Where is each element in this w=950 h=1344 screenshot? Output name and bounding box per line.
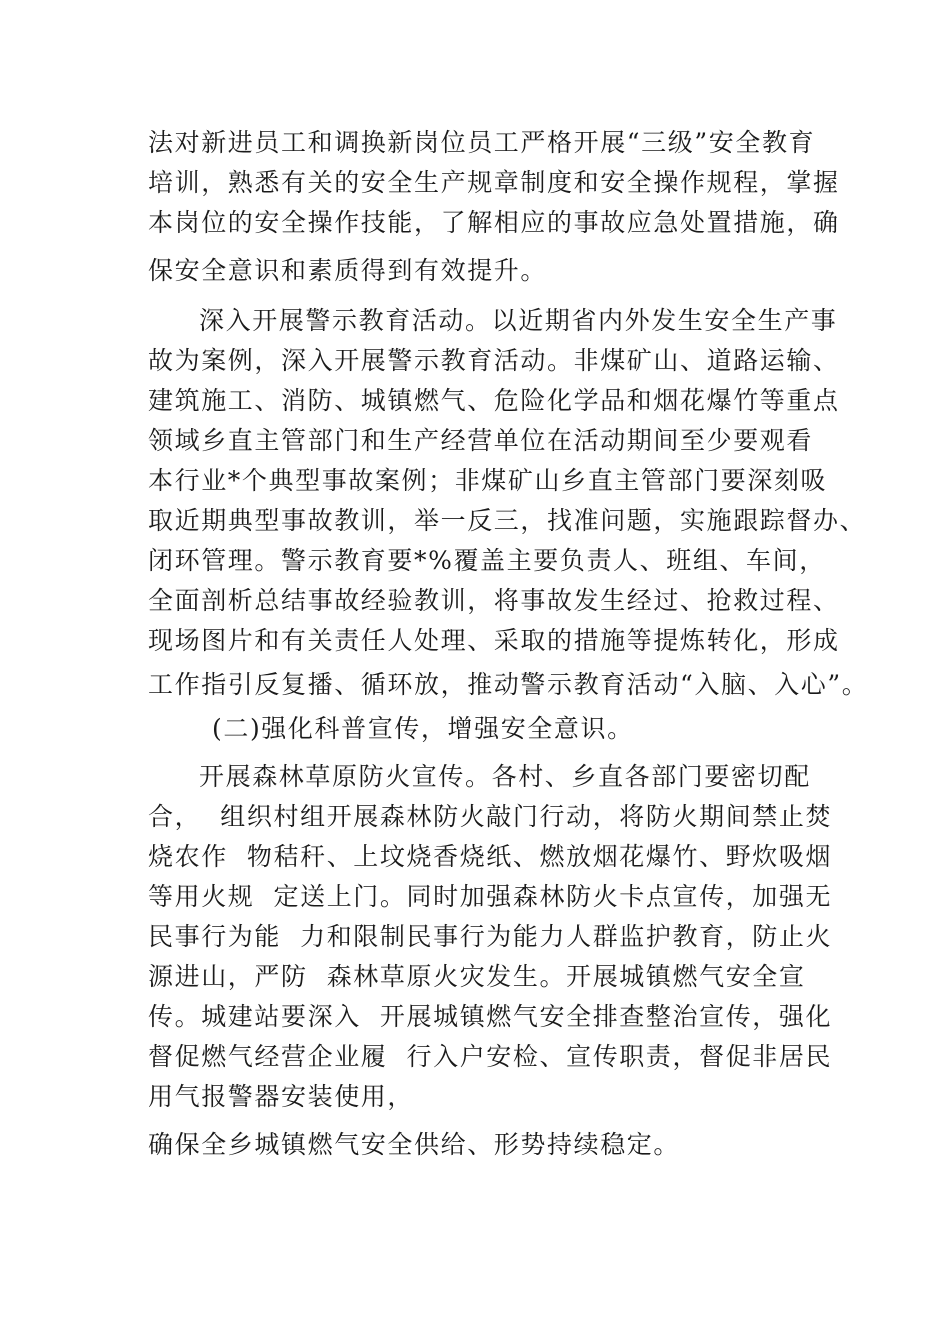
- body-text-line: 全面剖析总结事故经验教训，将事故发生经过、抢救过程、: [148, 586, 840, 615]
- body-text-line: 传。城建站要深入 开展城镇燃气安全排查整治宣传，强化: [148, 1002, 833, 1031]
- body-text-line: 确保全乡城镇燃气安全供给、形势持续稳定。: [148, 1130, 681, 1159]
- body-text-line: 现场图片和有关责任人处理、采取的措施等提炼转化，形成: [148, 626, 840, 655]
- body-text-line: 源进山，严防 森林草原火灾发生。开展城镇燃气安全宣: [148, 962, 806, 991]
- body-text-line: 法对新进员工和调换新岗位员工严格开展“三级”安全教育: [148, 128, 816, 157]
- body-text-line: 领域乡直主管部门和生产经营单位在活动期间至少要观看: [148, 426, 814, 455]
- body-text-line: 建筑施工、消防、城镇燃气、危险化学品和烟花爆竹等重点: [148, 386, 840, 415]
- body-text-line: 合， 组织村组开展森林防火敲门行动，将防火期间禁止焚: [148, 802, 833, 831]
- body-text-line: 烧农作 物秸秆、上坟烧香烧纸、燃放烟花爆竹、野炊吸烟: [148, 842, 833, 871]
- body-text-line: 取近期典型事故教训，举一反三，找准问题，实施跟踪督办、: [148, 506, 867, 535]
- body-text-line: 本岗位的安全操作技能，了解相应的事故应急处置措施，确: [148, 208, 840, 237]
- body-text-line: 工作指引反复播、循环放，推动警示教育活动“入脑、入心”。: [148, 670, 869, 699]
- body-text-line: 保安全意识和素质得到有效提升。: [148, 256, 548, 285]
- body-text-line: 用气报警器安装使用，: [148, 1082, 415, 1111]
- body-text-line: 故为案例，深入开展警示教育活动。非煤矿山、道路运输、: [148, 346, 840, 375]
- body-text-line: 培训，熟悉有关的安全生产规章制度和安全操作规程，掌握: [148, 168, 840, 197]
- body-text-line: 闭环管理。警示教育要*%覆盖主要负责人、班组、车间，: [148, 546, 826, 575]
- body-text-line: 等用火规 定送上门。同时加强森林防火卡点宣传，加强无: [148, 882, 833, 911]
- paragraph-first-line: 深入开展警示教育活动。以近期省内外发生安全生产事: [199, 306, 838, 335]
- paragraph-first-line: 开展森林草原防火宣传。各村、乡直各部门要密切配: [199, 762, 811, 791]
- body-text-line: 民事行为能 力和限制民事行为能力人群监护教育，防止火: [148, 922, 833, 951]
- section-heading: (二)强化科普宣传，增强安全意识。: [212, 714, 634, 743]
- body-text-line: 本行业*个典型事故案例；非煤矿山乡直主管部门要深刻吸: [148, 466, 828, 495]
- body-text-line: 督促燃气经营企业履 行入户安检、宣传职责，督促非居民: [148, 1042, 833, 1071]
